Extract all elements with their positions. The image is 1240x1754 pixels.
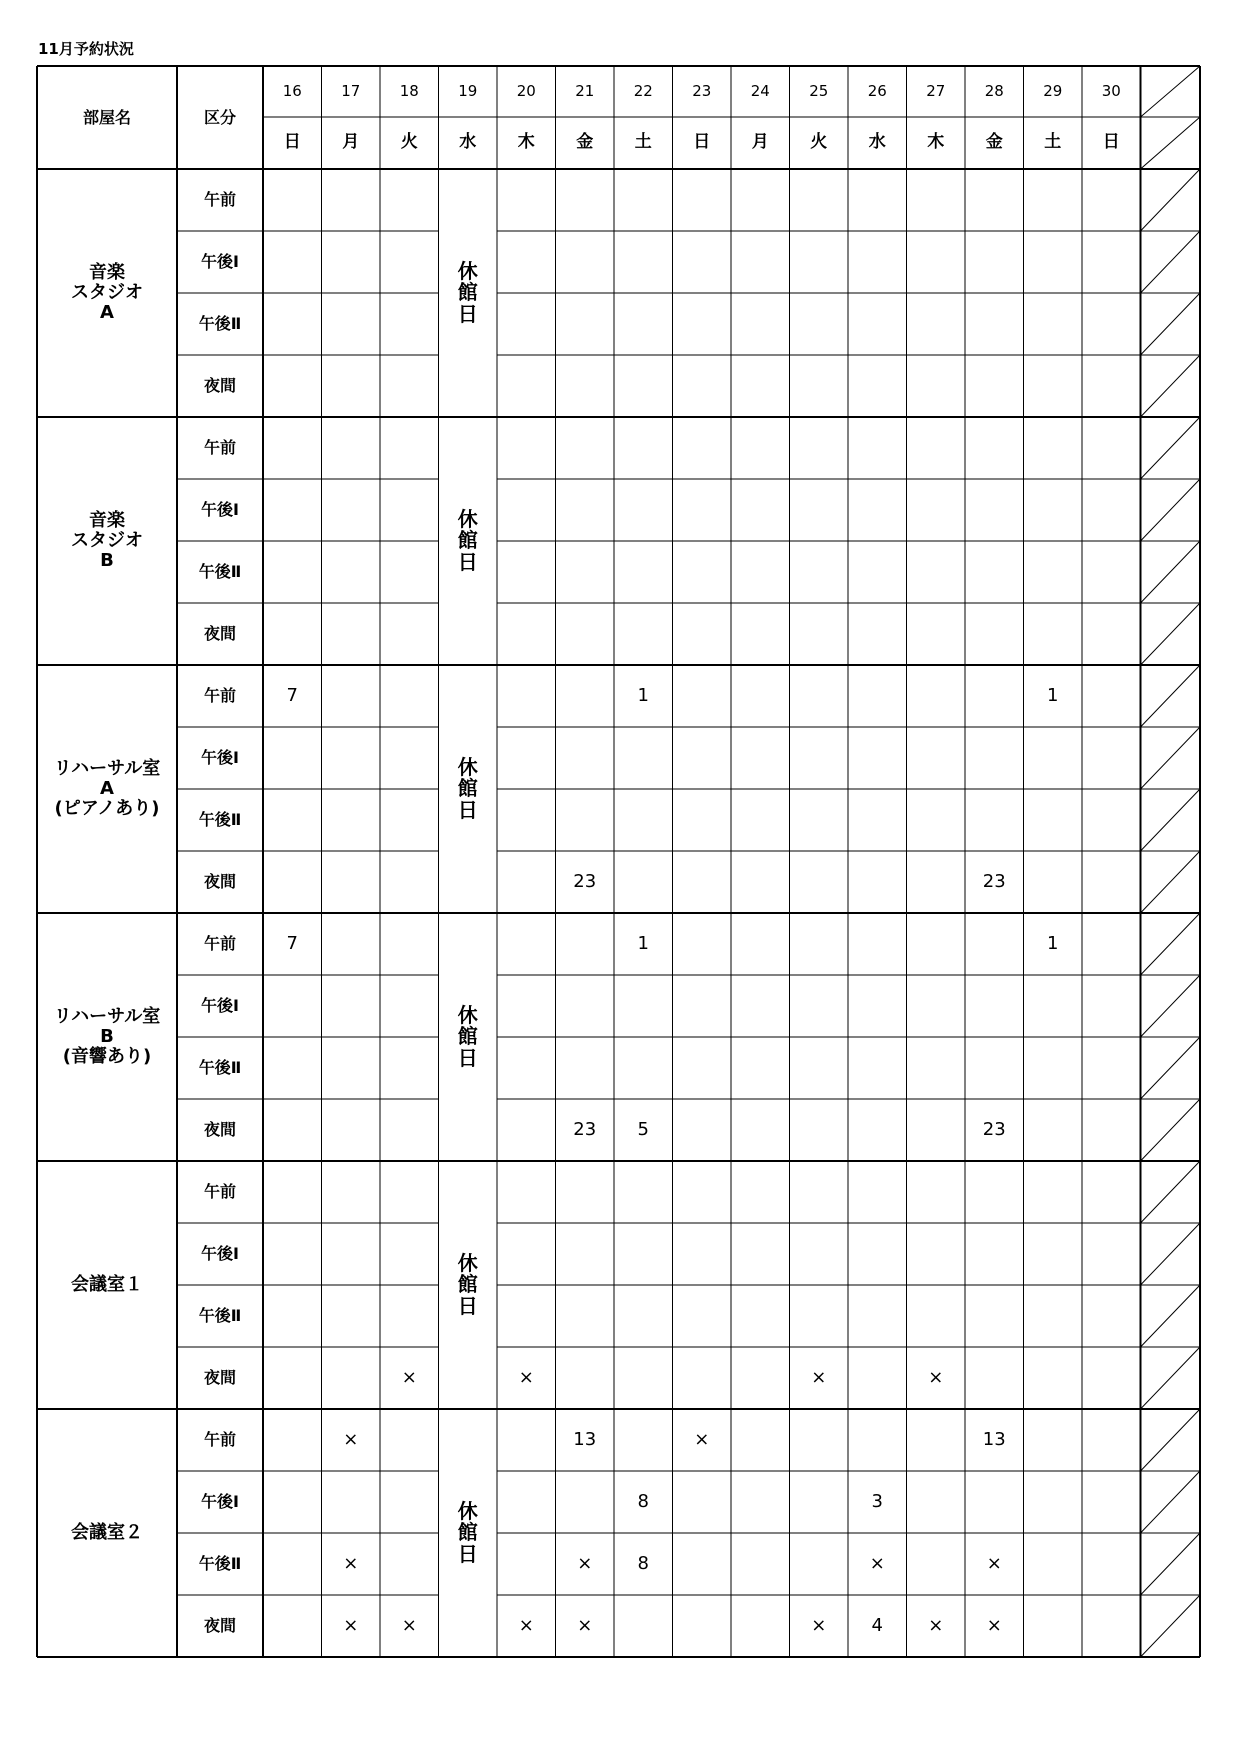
date-weekday: 金 (576, 132, 594, 153)
grid-line (1141, 117, 1201, 169)
date-day: 23 (692, 82, 712, 101)
grid-line (1141, 1223, 1201, 1285)
booking-cell: 13 (982, 1428, 1006, 1450)
grid-line (1141, 66, 1201, 117)
booking-cell: 8 (637, 1552, 649, 1574)
grid-line (1141, 1533, 1201, 1595)
grid-line (1141, 603, 1201, 665)
slot-label: 夜間 (203, 1616, 236, 1636)
grid-line (1141, 975, 1201, 1037)
slot-label: 午後Ⅰ (201, 1244, 239, 1264)
room-name: 音楽 スタジオ B (71, 509, 143, 572)
grid-line (1141, 851, 1201, 913)
grid-line (1141, 417, 1201, 479)
booking-cell: 13 (573, 1428, 597, 1450)
booking-cell: 23 (982, 870, 1006, 892)
grid-line (1141, 665, 1201, 727)
room-name-header: 部屋名 (82, 107, 131, 127)
date-weekday: 木 (517, 132, 535, 153)
date-weekday: 月 (751, 132, 769, 153)
closed-day-label: 休 館 日 (457, 1002, 478, 1070)
date-weekday: 火 (400, 132, 418, 153)
grid-line (1141, 913, 1201, 975)
date-day: 16 (282, 82, 302, 101)
closed-day-label: 休 館 日 (457, 754, 478, 822)
booking-cell: × (401, 1614, 417, 1636)
date-day: 22 (633, 82, 653, 101)
slot-label: 午後Ⅱ (198, 1306, 242, 1326)
closed-day-label: 休 館 日 (457, 506, 478, 574)
booking-cell: 4 (871, 1614, 883, 1636)
slot-label: 夜間 (203, 624, 236, 644)
booking-cell: 1 (1047, 932, 1059, 954)
grid-line (1141, 1099, 1201, 1161)
slot-label: 夜間 (203, 1120, 236, 1140)
grid-line (1141, 727, 1201, 789)
booking-cell: 7 (286, 684, 298, 706)
date-weekday: 日 (1102, 132, 1120, 153)
booking-cell: 1 (637, 932, 649, 954)
booking-cell: × (343, 1428, 359, 1450)
grid-line (1141, 541, 1201, 603)
grid-line (1141, 479, 1201, 541)
room-name: リハーサル室 A (ピアノあり) (53, 757, 161, 820)
slot-label: 午前 (203, 1430, 236, 1450)
date-weekday: 金 (985, 132, 1003, 153)
date-weekday: 土 (1044, 132, 1062, 153)
slot-label: 夜間 (203, 872, 236, 892)
grid-line (1141, 1595, 1201, 1657)
grid-line (1141, 1037, 1201, 1099)
date-day: 17 (341, 82, 361, 101)
booking-cell: × (928, 1614, 944, 1636)
date-day: 21 (575, 82, 595, 101)
slot-label: 夜間 (203, 1368, 236, 1388)
slot-label: 午後Ⅰ (201, 1492, 239, 1512)
grid-line (1141, 1347, 1201, 1409)
room-name: 音楽 スタジオ A (71, 261, 143, 324)
closed-day-label: 休 館 日 (457, 1498, 478, 1566)
booking-cell: × (869, 1552, 885, 1574)
slot-label: 午後Ⅱ (198, 1554, 242, 1574)
date-day: 26 (867, 82, 887, 101)
grid-line (1141, 355, 1201, 417)
slot-label: 午後Ⅱ (198, 562, 242, 582)
booking-cell: × (577, 1614, 593, 1636)
grid-line (1141, 1161, 1201, 1223)
slot-label: 夜間 (203, 376, 236, 396)
booking-cell: 23 (573, 870, 597, 892)
grid-line (1141, 231, 1201, 293)
booking-cell: 1 (1047, 684, 1059, 706)
room-name: 会議室２ (71, 1521, 143, 1543)
booking-cell: × (401, 1366, 417, 1388)
grid-line (1141, 1471, 1201, 1533)
date-weekday: 土 (634, 132, 652, 153)
slot-label: 午前 (203, 438, 236, 458)
room-name: リハーサル室 B (音響あり) (53, 1005, 161, 1068)
date-weekday: 木 (927, 132, 945, 153)
room-name: 会議室１ (71, 1273, 143, 1295)
date-day: 29 (1043, 82, 1063, 101)
page-title: 11月予約状況 (38, 40, 134, 58)
booking-cell: 23 (982, 1118, 1006, 1140)
date-day: 28 (984, 82, 1004, 101)
booking-cell: × (986, 1552, 1002, 1574)
date-weekday: 月 (342, 132, 360, 153)
slot-label: 午後Ⅱ (198, 1058, 242, 1078)
slot-label: 午後Ⅰ (201, 996, 239, 1016)
date-day: 25 (809, 82, 829, 101)
booking-cell: × (577, 1552, 593, 1574)
grid-line (1141, 293, 1201, 355)
date-day: 19 (458, 82, 478, 101)
date-weekday: 日 (693, 132, 711, 153)
date-weekday: 水 (868, 132, 886, 153)
booking-cell: 7 (286, 932, 298, 954)
slot-label: 午後Ⅱ (198, 810, 242, 830)
booking-cell: × (928, 1366, 944, 1388)
grid-line (1141, 1409, 1201, 1471)
booking-cell: 23 (573, 1118, 597, 1140)
slot-label: 午前 (203, 190, 236, 210)
date-day: 27 (926, 82, 946, 101)
booking-cell: × (811, 1614, 827, 1636)
booking-cell: 1 (637, 684, 649, 706)
date-day: 20 (516, 82, 536, 101)
date-day: 18 (399, 82, 419, 101)
booking-cell: 3 (871, 1490, 883, 1512)
slot-label: 午前 (203, 686, 236, 706)
booking-cell: × (811, 1366, 827, 1388)
closed-day-label: 休 館 日 (457, 258, 478, 326)
slot-label: 午前 (203, 934, 236, 954)
slot-label: 午後Ⅰ (201, 500, 239, 520)
date-day: 30 (1101, 82, 1121, 101)
date-weekday: 水 (459, 132, 477, 153)
booking-cell: × (694, 1428, 710, 1450)
booking-cell: 8 (637, 1490, 649, 1512)
date-weekday: 火 (810, 132, 828, 153)
booking-cell: × (518, 1366, 534, 1388)
booking-cell: × (343, 1614, 359, 1636)
grid-line (1141, 789, 1201, 851)
grid-line (1141, 1285, 1201, 1347)
slot-label: 午後Ⅰ (201, 252, 239, 272)
booking-cell: × (986, 1614, 1002, 1636)
booking-cell: × (343, 1552, 359, 1574)
slot-label: 午後Ⅰ (201, 748, 239, 768)
slot-label: 午前 (203, 1182, 236, 1202)
booking-cell: × (518, 1614, 534, 1636)
booking-cell: 5 (637, 1118, 649, 1140)
grid-line (1141, 169, 1201, 231)
slot-header: 区分 (203, 107, 236, 127)
date-weekday: 日 (283, 132, 301, 153)
closed-day-label: 休 館 日 (457, 1250, 478, 1318)
date-day: 24 (750, 82, 770, 101)
slot-label: 午後Ⅱ (198, 314, 242, 334)
